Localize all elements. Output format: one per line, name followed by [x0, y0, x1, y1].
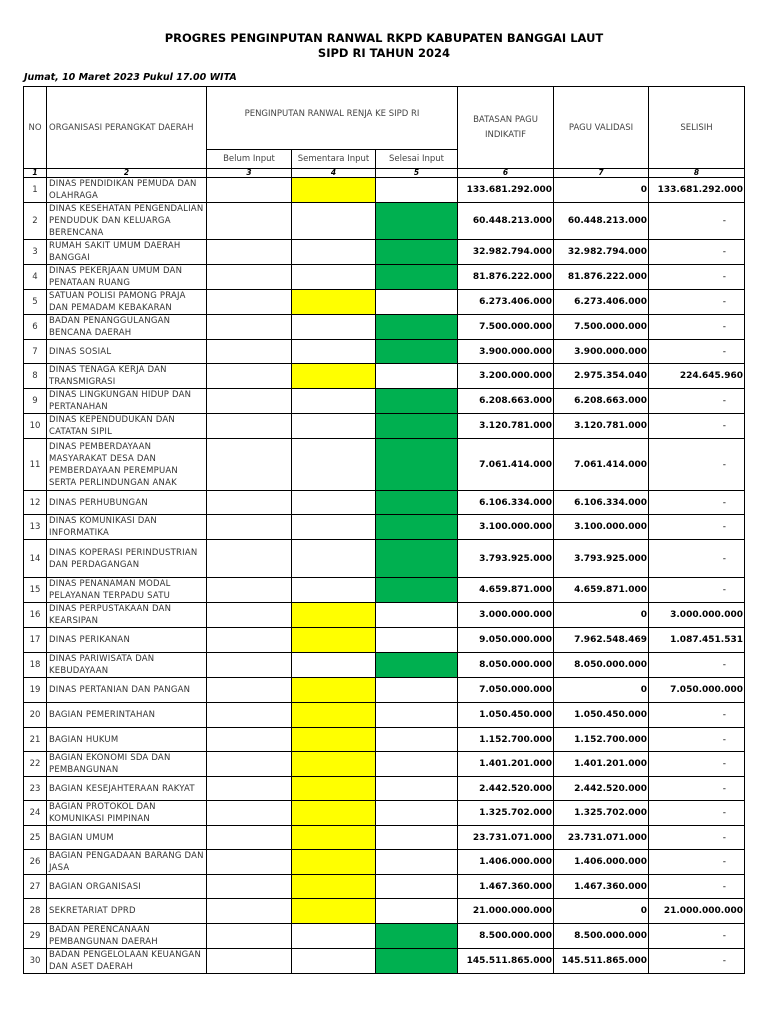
pagu-validasi-value: 3.100.000.000 — [554, 515, 649, 540]
org-name: DINAS KOPERASI PERINDUSTRIAN DAN PERDAGANGAN — [47, 540, 207, 578]
sementara-input-cell — [292, 414, 376, 439]
batasan-pagu-value: 8.500.000.000 — [458, 924, 554, 949]
row-number: 10 — [24, 414, 47, 439]
sementara-input-cell — [292, 540, 376, 578]
sementara-input-cell — [292, 777, 376, 801]
selisih-value: - — [649, 240, 745, 265]
org-name: DINAS PENANAMAN MODAL PELAYANAN TERPADU SATU — [47, 578, 207, 603]
selesai-input-cell — [376, 439, 458, 491]
row-number: 4 — [24, 265, 47, 290]
sementara-input-cell — [292, 491, 376, 515]
batasan-pagu-value: 1.050.450.000 — [458, 703, 554, 728]
selisih-value: - — [649, 875, 745, 899]
selesai-input-cell — [376, 924, 458, 949]
belum-input-cell — [207, 899, 292, 924]
selisih-value: 133.681.292.000 — [649, 178, 745, 203]
row-number: 28 — [24, 899, 47, 924]
table-row — [24, 728, 745, 752]
sementara-input-cell — [292, 728, 376, 752]
sementara-input-cell — [292, 389, 376, 414]
selesai-input-cell — [376, 628, 458, 653]
pagu-validasi-value: 8.500.000.000 — [554, 924, 649, 949]
selisih-value: - — [649, 949, 745, 974]
table-row — [24, 439, 745, 491]
pagu-validasi-value: 60.448.213.000 — [554, 203, 649, 240]
org-name: BAGIAN PENGADAAN BARANG DAN JASA — [47, 850, 207, 875]
batasan-pagu-value: 7.500.000.000 — [458, 315, 554, 340]
batasan-pagu-value: 3.200.000.000 — [458, 364, 554, 389]
header-belum-input: Belum Input — [207, 150, 292, 169]
org-name: DINAS PEMBERDAYAAN MASYARAKAT DESA DAN PEMBERDAYAAN PEREMPUAN SERTA PERLINDUNGAN ANAK — [47, 439, 207, 491]
selisih-value: 1.087.451.531 — [649, 628, 745, 653]
header-selisih: SELISIH — [649, 87, 745, 169]
selesai-input-cell — [376, 265, 458, 290]
table-row — [24, 364, 745, 389]
batasan-pagu-value: 3.100.000.000 — [458, 515, 554, 540]
selisih-value: 7.050.000.000 — [649, 678, 745, 703]
selisih-value: - — [649, 315, 745, 340]
pagu-validasi-value: 2.975.354.040 — [554, 364, 649, 389]
org-name: BAGIAN EKONOMI SDA DAN PEMBANGUNAN — [47, 752, 207, 777]
selisih-value: - — [649, 414, 745, 439]
sementara-input-cell — [292, 653, 376, 678]
column-number: 6 — [458, 169, 554, 178]
table-row — [24, 178, 745, 203]
table-row — [24, 777, 745, 801]
pagu-validasi-value: 0 — [554, 678, 649, 703]
batasan-pagu-value: 6.273.406.000 — [458, 290, 554, 315]
sementara-input-cell — [292, 703, 376, 728]
org-name: BAGIAN KESEJAHTERAAN RAKYAT — [47, 777, 207, 801]
batasan-pagu-value: 81.876.222.000 — [458, 265, 554, 290]
row-number: 2 — [24, 203, 47, 240]
sementara-input-cell — [292, 515, 376, 540]
table-row — [24, 340, 745, 364]
selesai-input-cell — [376, 949, 458, 974]
table-row — [24, 290, 745, 315]
belum-input-cell — [207, 826, 292, 850]
org-name: DINAS PERPUSTAKAAN DAN KEARSIPAN — [47, 603, 207, 628]
row-number: 26 — [24, 850, 47, 875]
selesai-input-cell — [376, 340, 458, 364]
batasan-pagu-value: 9.050.000.000 — [458, 628, 554, 653]
org-name: BADAN PERENCANAAN PEMBANGUNAN DAERAH — [47, 924, 207, 949]
org-name: SATUAN POLISI PAMONG PRAJA DAN PEMADAM KEBAKARAN — [47, 290, 207, 315]
batasan-pagu-value: 3.900.000.000 — [458, 340, 554, 364]
column-number-row — [24, 169, 745, 178]
table-body — [24, 178, 745, 974]
selisih-value: - — [649, 340, 745, 364]
table-row — [24, 899, 745, 924]
belum-input-cell — [207, 240, 292, 265]
sementara-input-cell — [292, 850, 376, 875]
selisih-value: 3.000.000.000 — [649, 603, 745, 628]
belum-input-cell — [207, 628, 292, 653]
batasan-pagu-value: 6.106.334.000 — [458, 491, 554, 515]
org-name: BAGIAN PROTOKOL DAN KOMUNIKASI PIMPINAN — [47, 801, 207, 826]
table-row — [24, 491, 745, 515]
batasan-pagu-value: 1.325.702.000 — [458, 801, 554, 826]
selisih-value: - — [649, 203, 745, 240]
belum-input-cell — [207, 603, 292, 628]
row-number: 11 — [24, 439, 47, 491]
selesai-input-cell — [376, 850, 458, 875]
sementara-input-cell — [292, 752, 376, 777]
belum-input-cell — [207, 703, 292, 728]
table-row — [24, 240, 745, 265]
batasan-pagu-value: 6.208.663.000 — [458, 389, 554, 414]
table-row — [24, 850, 745, 875]
pagu-validasi-value: 81.876.222.000 — [554, 265, 649, 290]
pagu-validasi-value: 145.511.865.000 — [554, 949, 649, 974]
table-row — [24, 949, 745, 974]
row-number: 7 — [24, 340, 47, 364]
sementara-input-cell — [292, 290, 376, 315]
org-name: RUMAH SAKIT UMUM DAERAH BANGGAI — [47, 240, 207, 265]
org-name: BAGIAN UMUM — [47, 826, 207, 850]
belum-input-cell — [207, 414, 292, 439]
batasan-pagu-value: 145.511.865.000 — [458, 949, 554, 974]
selisih-value: - — [649, 826, 745, 850]
org-name: SEKRETARIAT DPRD — [47, 899, 207, 924]
batasan-pagu-value: 2.442.520.000 — [458, 777, 554, 801]
table-row — [24, 703, 745, 728]
pagu-validasi-value: 4.659.871.000 — [554, 578, 649, 603]
row-number: 30 — [24, 949, 47, 974]
org-name: DINAS SOSIAL — [47, 340, 207, 364]
table-row — [24, 603, 745, 628]
column-number: 4 — [292, 169, 376, 178]
org-name: DINAS PEKERJAAN UMUM DAN PENATAAN RUANG — [47, 265, 207, 290]
sementara-input-cell — [292, 578, 376, 603]
belum-input-cell — [207, 364, 292, 389]
batasan-pagu-value: 3.000.000.000 — [458, 603, 554, 628]
belum-input-cell — [207, 491, 292, 515]
pagu-validasi-value: 1.152.700.000 — [554, 728, 649, 752]
pagu-validasi-value: 3.900.000.000 — [554, 340, 649, 364]
table-row — [24, 515, 745, 540]
pagu-validasi-value: 3.793.925.000 — [554, 540, 649, 578]
pagu-validasi-value: 1.467.360.000 — [554, 875, 649, 899]
batasan-pagu-value: 7.050.000.000 — [458, 678, 554, 703]
pagu-validasi-value: 6.208.663.000 — [554, 389, 649, 414]
belum-input-cell — [207, 203, 292, 240]
selisih-value: - — [649, 777, 745, 801]
sementara-input-cell — [292, 203, 376, 240]
pagu-validasi-value: 0 — [554, 899, 649, 924]
selisih-value: - — [649, 265, 745, 290]
report-title: PROGRES PENGINPUTAN RANWAL RKPD KABUPATEN BANGGAI LAUT — [164, 31, 604, 45]
selisih-value: - — [649, 653, 745, 678]
row-number: 3 — [24, 240, 47, 265]
selisih-value: - — [649, 290, 745, 315]
belum-input-cell — [207, 728, 292, 752]
sementara-input-cell — [292, 826, 376, 850]
pagu-validasi-value: 0 — [554, 603, 649, 628]
row-number: 27 — [24, 875, 47, 899]
belum-input-cell — [207, 439, 292, 491]
batasan-pagu-value: 133.681.292.000 — [458, 178, 554, 203]
selesai-input-cell — [376, 777, 458, 801]
sementara-input-cell — [292, 364, 376, 389]
header-selesai-input: Selesai Input — [376, 150, 458, 169]
belum-input-cell — [207, 265, 292, 290]
row-number: 8 — [24, 364, 47, 389]
selesai-input-cell — [376, 315, 458, 340]
org-name: DINAS PERIKANAN — [47, 628, 207, 653]
sementara-input-cell — [292, 315, 376, 340]
sementara-input-cell — [292, 875, 376, 899]
column-number: 3 — [207, 169, 292, 178]
belum-input-cell — [207, 924, 292, 949]
batasan-pagu-value: 3.793.925.000 — [458, 540, 554, 578]
column-number: 1 — [24, 169, 47, 178]
selisih-value: - — [649, 703, 745, 728]
table-row — [24, 315, 745, 340]
belum-input-cell — [207, 540, 292, 578]
sementara-input-cell — [292, 801, 376, 826]
column-number: 8 — [649, 169, 745, 178]
batasan-pagu-value: 1.152.700.000 — [458, 728, 554, 752]
table-row — [24, 628, 745, 653]
batasan-pagu-value: 32.982.794.000 — [458, 240, 554, 265]
selesai-input-cell — [376, 178, 458, 203]
table-row — [24, 389, 745, 414]
selesai-input-cell — [376, 491, 458, 515]
selesai-input-cell — [376, 364, 458, 389]
row-number: 1 — [24, 178, 47, 203]
pagu-validasi-value: 0 — [554, 178, 649, 203]
sementara-input-cell — [292, 265, 376, 290]
selesai-input-cell — [376, 240, 458, 265]
row-number: 22 — [24, 752, 47, 777]
header-pagu-validasi: PAGU VALIDASI — [554, 87, 649, 169]
selisih-value: - — [649, 728, 745, 752]
batasan-pagu-value: 7.061.414.000 — [458, 439, 554, 491]
selesai-input-cell — [376, 603, 458, 628]
row-number: 17 — [24, 628, 47, 653]
selisih-value: - — [649, 389, 745, 414]
pagu-validasi-value: 6.106.334.000 — [554, 491, 649, 515]
table-row — [24, 752, 745, 777]
sementara-input-cell — [292, 628, 376, 653]
progress-table — [23, 86, 745, 974]
header-sementara-input: Sementara Input — [292, 150, 376, 169]
table-row — [24, 924, 745, 949]
row-number: 13 — [24, 515, 47, 540]
header-batasan-pagu: BATASAN PAGU INDIKATIF — [458, 87, 554, 169]
row-number: 6 — [24, 315, 47, 340]
row-number: 14 — [24, 540, 47, 578]
row-number: 29 — [24, 924, 47, 949]
selesai-input-cell — [376, 703, 458, 728]
selesai-input-cell — [376, 540, 458, 578]
row-number: 15 — [24, 578, 47, 603]
selisih-value: - — [649, 752, 745, 777]
row-number: 25 — [24, 826, 47, 850]
batasan-pagu-value: 3.120.781.000 — [458, 414, 554, 439]
row-number: 16 — [24, 603, 47, 628]
batasan-pagu-value: 1.467.360.000 — [458, 875, 554, 899]
pagu-validasi-value: 2.442.520.000 — [554, 777, 649, 801]
belum-input-cell — [207, 678, 292, 703]
selisih-value: - — [649, 515, 745, 540]
table-row — [24, 578, 745, 603]
selisih-value: - — [649, 924, 745, 949]
table-row — [24, 540, 745, 578]
selesai-input-cell — [376, 203, 458, 240]
table-row — [24, 203, 745, 240]
selesai-input-cell — [376, 414, 458, 439]
pagu-validasi-value: 7.500.000.000 — [554, 315, 649, 340]
org-name: BAGIAN HUKUM — [47, 728, 207, 752]
org-name: DINAS TENAGA KERJA DAN TRANSMIGRASI — [47, 364, 207, 389]
org-name: BAGIAN ORGANISASI — [47, 875, 207, 899]
pagu-validasi-value: 1.406.000.000 — [554, 850, 649, 875]
org-name: BADAN PENANGGULANGAN BENCANA DAERAH — [47, 315, 207, 340]
batasan-pagu-value: 4.659.871.000 — [458, 578, 554, 603]
header-no: NO — [24, 87, 47, 169]
table-row — [24, 826, 745, 850]
belum-input-cell — [207, 949, 292, 974]
org-name: DINAS PERTANIAN DAN PANGAN — [47, 678, 207, 703]
belum-input-cell — [207, 515, 292, 540]
batasan-pagu-value: 8.050.000.000 — [458, 653, 554, 678]
batasan-pagu-value: 60.448.213.000 — [458, 203, 554, 240]
header-organisasi: ORGANISASI PERANGKAT DAERAH — [47, 87, 207, 169]
pagu-validasi-value: 7.061.414.000 — [554, 439, 649, 491]
selesai-input-cell — [376, 678, 458, 703]
belum-input-cell — [207, 315, 292, 340]
org-name: DINAS PARIWISATA DAN KEBUDAYAAN — [47, 653, 207, 678]
row-number: 5 — [24, 290, 47, 315]
pagu-validasi-value: 1.050.450.000 — [554, 703, 649, 728]
row-number: 19 — [24, 678, 47, 703]
selesai-input-cell — [376, 389, 458, 414]
belum-input-cell — [207, 389, 292, 414]
selisih-value: - — [649, 540, 745, 578]
table-row — [24, 801, 745, 826]
column-number: 7 — [554, 169, 649, 178]
selesai-input-cell — [376, 899, 458, 924]
table-row — [24, 653, 745, 678]
org-name: BADAN PENGELOLAAN KEUANGAN DAN ASET DAERAH — [47, 949, 207, 974]
selesai-input-cell — [376, 826, 458, 850]
row-number: 20 — [24, 703, 47, 728]
org-name: DINAS PERHUBUNGAN — [47, 491, 207, 515]
belum-input-cell — [207, 875, 292, 899]
sementara-input-cell — [292, 899, 376, 924]
row-number: 24 — [24, 801, 47, 826]
selisih-value: 224.645.960 — [649, 364, 745, 389]
pagu-validasi-value: 7.962.548.469 — [554, 628, 649, 653]
batasan-pagu-value: 1.406.000.000 — [458, 850, 554, 875]
row-number: 9 — [24, 389, 47, 414]
org-name: DINAS KEPENDUDUKAN DAN CATATAN SIPIL — [47, 414, 207, 439]
pagu-validasi-value: 8.050.000.000 — [554, 653, 649, 678]
selesai-input-cell — [376, 875, 458, 899]
selesai-input-cell — [376, 515, 458, 540]
pagu-validasi-value: 3.120.781.000 — [554, 414, 649, 439]
sementara-input-cell — [292, 924, 376, 949]
selisih-value: - — [649, 439, 745, 491]
pagu-validasi-value: 23.731.071.000 — [554, 826, 649, 850]
table-row — [24, 414, 745, 439]
batasan-pagu-value: 21.000.000.000 — [458, 899, 554, 924]
org-name: BAGIAN PEMERINTAHAN — [47, 703, 207, 728]
org-name: DINAS PENDIDIKAN PEMUDA DAN OLAHRAGA — [47, 178, 207, 203]
pagu-validasi-value: 1.401.201.000 — [554, 752, 649, 777]
sementara-input-cell — [292, 603, 376, 628]
report-subtitle: SIPD RI TAHUN 2024 — [317, 46, 451, 60]
column-number: 5 — [376, 169, 458, 178]
table-row — [24, 678, 745, 703]
selesai-input-cell — [376, 653, 458, 678]
org-name: DINAS KOMUNIKASI DAN INFORMATIKA — [47, 515, 207, 540]
sementara-input-cell — [292, 439, 376, 491]
belum-input-cell — [207, 290, 292, 315]
selesai-input-cell — [376, 752, 458, 777]
selisih-value: - — [649, 850, 745, 875]
belum-input-cell — [207, 578, 292, 603]
belum-input-cell — [207, 777, 292, 801]
belum-input-cell — [207, 653, 292, 678]
batasan-pagu-value: 23.731.071.000 — [458, 826, 554, 850]
pagu-validasi-value: 32.982.794.000 — [554, 240, 649, 265]
pagu-validasi-value: 1.325.702.000 — [554, 801, 649, 826]
selisih-value: 21.000.000.000 — [649, 899, 745, 924]
org-name: DINAS KESEHATAN PENGENDALIAN PENDUDUK DAN KELUARGA BERENCANA — [47, 203, 207, 240]
belum-input-cell — [207, 801, 292, 826]
row-number: 18 — [24, 653, 47, 678]
row-number: 23 — [24, 777, 47, 801]
row-number: 21 — [24, 728, 47, 752]
selesai-input-cell — [376, 290, 458, 315]
sementara-input-cell — [292, 178, 376, 203]
pagu-validasi-value: 6.273.406.000 — [554, 290, 649, 315]
report-date: Jumat, 10 Maret 2023 Pukul 17.00 WITA — [24, 72, 237, 83]
sementara-input-cell — [292, 340, 376, 364]
org-name: DINAS LINGKUNGAN HIDUP DAN PERTANAHAN — [47, 389, 207, 414]
sementara-input-cell — [292, 678, 376, 703]
table-row — [24, 265, 745, 290]
selisih-value: - — [649, 578, 745, 603]
selisih-value: - — [649, 491, 745, 515]
selesai-input-cell — [376, 801, 458, 826]
selesai-input-cell — [376, 728, 458, 752]
row-number: 12 — [24, 491, 47, 515]
belum-input-cell — [207, 340, 292, 364]
table-row — [24, 875, 745, 899]
belum-input-cell — [207, 850, 292, 875]
batasan-pagu-value: 1.401.201.000 — [458, 752, 554, 777]
column-number: 2 — [47, 169, 207, 178]
header-penginputan: PENGINPUTAN RANWAL RENJA KE SIPD RI — [207, 87, 458, 150]
belum-input-cell — [207, 178, 292, 203]
sementara-input-cell — [292, 240, 376, 265]
selesai-input-cell — [376, 578, 458, 603]
selisih-value: - — [649, 801, 745, 826]
sementara-input-cell — [292, 949, 376, 974]
belum-input-cell — [207, 752, 292, 777]
